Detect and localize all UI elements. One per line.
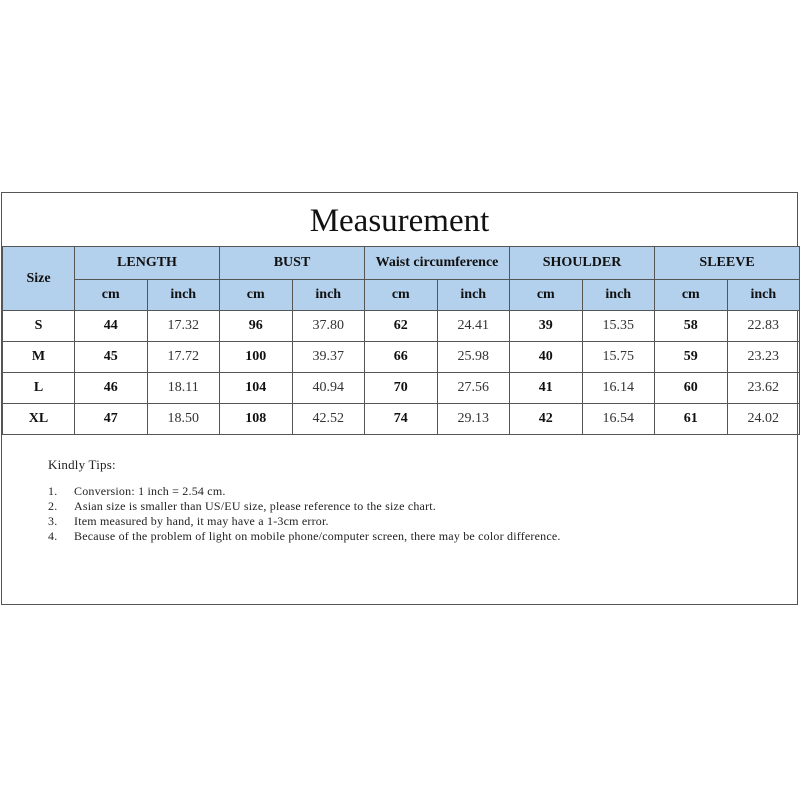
inch-value-cell: 37.80 xyxy=(292,311,365,342)
inch-value-cell: 40.94 xyxy=(292,373,365,404)
unit-header-inch: inch xyxy=(147,280,220,311)
table-row xyxy=(3,342,800,373)
table-row xyxy=(3,311,800,342)
group-header-waist: Waist circumference xyxy=(365,247,510,280)
cm-value-cell: 41 xyxy=(510,373,583,404)
cm-value-cell: 74 xyxy=(365,404,438,435)
cm-value-cell: 104 xyxy=(220,373,293,404)
table-row xyxy=(3,373,800,404)
cm-value-cell: 61 xyxy=(655,404,728,435)
cm-value-cell: 100 xyxy=(220,342,293,373)
tip-text: Asian size is smaller than US/EU size, please reference to the size chart. xyxy=(74,499,436,513)
page-title: Measurement xyxy=(309,203,490,239)
cm-value-cell: 70 xyxy=(365,373,438,404)
size-column-header: Size xyxy=(3,247,75,311)
table-group-header-row xyxy=(3,247,800,280)
inch-value-cell: 16.54 xyxy=(582,404,655,435)
cm-value-cell: 45 xyxy=(75,342,148,373)
tip-text: Item measured by hand, it may have a 1-3cm error. xyxy=(74,514,329,528)
group-header-length: LENGTH xyxy=(75,247,220,280)
inch-value-cell: 17.32 xyxy=(147,311,220,342)
inch-value-cell: 15.35 xyxy=(582,311,655,342)
unit-header-inch: inch xyxy=(292,280,365,311)
inch-value-cell: 17.72 xyxy=(147,342,220,373)
inch-value-cell: 15.75 xyxy=(582,342,655,373)
tip-number: 3. xyxy=(48,514,58,528)
inch-value-cell: 23.23 xyxy=(727,342,800,373)
inch-value-cell: 27.56 xyxy=(437,373,510,404)
inch-value-cell: 25.98 xyxy=(437,342,510,373)
size-cell: L xyxy=(3,373,75,404)
inch-value-cell: 18.11 xyxy=(147,373,220,404)
table-row xyxy=(3,404,800,435)
tip-item xyxy=(48,529,748,544)
unit-header-inch: inch xyxy=(727,280,800,311)
tip-text: Because of the problem of light on mobile phone/computer screen, there may be color difference. xyxy=(74,529,561,543)
tip-number: 1. xyxy=(48,484,58,498)
unit-header-cm: cm xyxy=(510,280,583,311)
tips-list xyxy=(48,484,748,544)
tip-text: Conversion: 1 inch = 2.54 cm. xyxy=(74,484,226,498)
inch-value-cell: 22.83 xyxy=(727,311,800,342)
tip-number: 4. xyxy=(48,529,58,543)
inch-value-cell: 23.62 xyxy=(727,373,800,404)
cm-value-cell: 44 xyxy=(75,311,148,342)
measurement-card xyxy=(1,192,798,605)
cm-value-cell: 108 xyxy=(220,404,293,435)
tips-title: Kindly Tips: xyxy=(48,457,116,472)
inch-value-cell: 42.52 xyxy=(292,404,365,435)
cm-value-cell: 96 xyxy=(220,311,293,342)
unit-header-cm: cm xyxy=(75,280,148,311)
inch-value-cell: 39.37 xyxy=(292,342,365,373)
inch-value-cell: 29.13 xyxy=(437,404,510,435)
cm-value-cell: 59 xyxy=(655,342,728,373)
unit-header-cm: cm xyxy=(655,280,728,311)
cm-value-cell: 58 xyxy=(655,311,728,342)
size-cell: XL xyxy=(3,404,75,435)
size-chart-table xyxy=(2,246,800,435)
cm-value-cell: 60 xyxy=(655,373,728,404)
inch-value-cell: 24.41 xyxy=(437,311,510,342)
group-header-bust: BUST xyxy=(220,247,365,280)
group-header-sleeve: SLEEVE xyxy=(655,247,800,280)
cm-value-cell: 62 xyxy=(365,311,438,342)
inch-value-cell: 24.02 xyxy=(727,404,800,435)
size-cell: S xyxy=(3,311,75,342)
cm-value-cell: 40 xyxy=(510,342,583,373)
unit-header-cm: cm xyxy=(220,280,293,311)
inch-value-cell: 16.14 xyxy=(582,373,655,404)
tip-item xyxy=(48,514,748,529)
cm-value-cell: 46 xyxy=(75,373,148,404)
cm-value-cell: 42 xyxy=(510,404,583,435)
cm-value-cell: 39 xyxy=(510,311,583,342)
unit-header-inch: inch xyxy=(582,280,655,311)
cm-value-cell: 66 xyxy=(365,342,438,373)
size-cell: M xyxy=(3,342,75,373)
cm-value-cell: 47 xyxy=(75,404,148,435)
table-body xyxy=(3,311,800,435)
tip-item xyxy=(48,499,748,514)
tip-item xyxy=(48,484,748,499)
unit-header-inch: inch xyxy=(437,280,510,311)
unit-header-cm: cm xyxy=(365,280,438,311)
inch-value-cell: 18.50 xyxy=(147,404,220,435)
tip-number: 2. xyxy=(48,499,58,513)
group-header-shoulder: SHOULDER xyxy=(510,247,655,280)
table-unit-header-row xyxy=(3,280,800,311)
kindly-tips xyxy=(48,457,748,544)
